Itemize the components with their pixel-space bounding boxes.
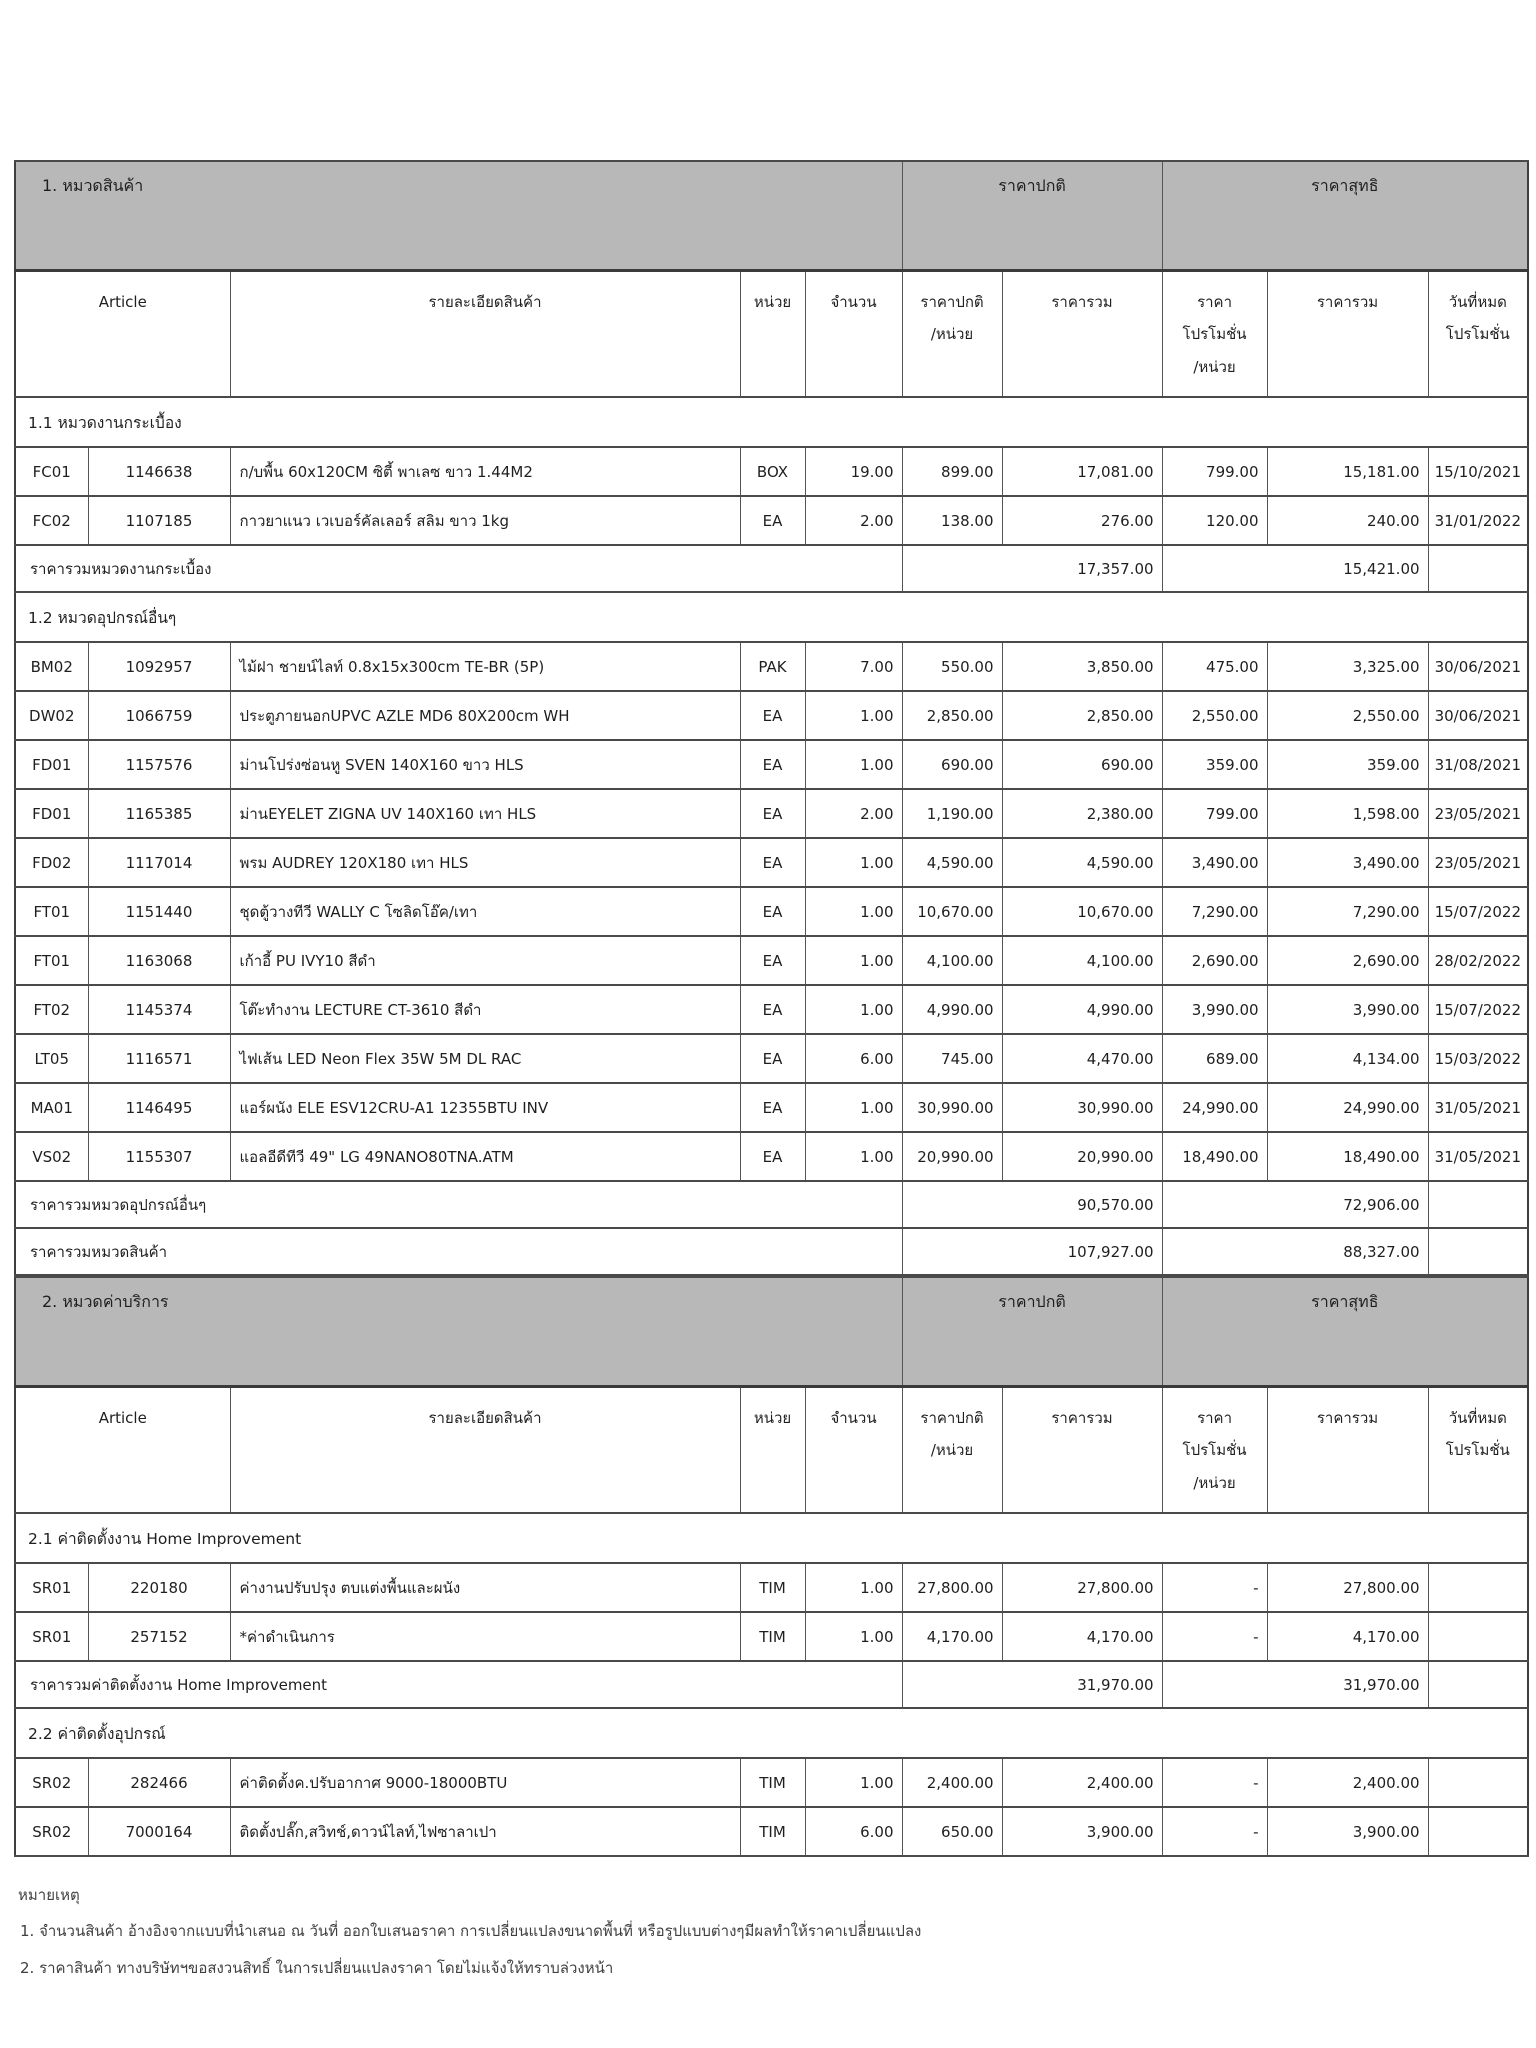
header-line: วันที่หมด bbox=[1448, 1409, 1507, 1427]
unit-price-cell: 4,100.00 bbox=[902, 936, 1002, 985]
price-net-group-header: ราคาสุทธิ bbox=[1162, 161, 1528, 271]
promo-unit-price-cell: 18,490.00 bbox=[1162, 1132, 1267, 1181]
column-header-net-total: ราคารวม bbox=[1267, 271, 1428, 398]
description-cell: *ค่าดำเนินการ bbox=[230, 1612, 740, 1661]
column-header-price-per-unit bbox=[902, 271, 1002, 398]
unit-price-cell: 27,800.00 bbox=[902, 1563, 1002, 1612]
unit-cell: EA bbox=[740, 985, 805, 1034]
promo-end-date-cell: 31/05/2021 bbox=[1428, 1083, 1528, 1132]
column-header-description: รายละเอียดสินค้า bbox=[230, 271, 740, 398]
unit-price-cell: 2,400.00 bbox=[902, 1758, 1002, 1807]
total-price-cell: 276.00 bbox=[1002, 496, 1162, 545]
article-number-cell: 1107185 bbox=[88, 496, 230, 545]
quantity-cell: 1.00 bbox=[805, 1132, 902, 1181]
article-number-cell: 1163068 bbox=[88, 936, 230, 985]
promo-end-date-cell: 31/08/2021 bbox=[1428, 740, 1528, 789]
unit-cell: PAK bbox=[740, 642, 805, 691]
quotation-table-2 bbox=[14, 1276, 1529, 1857]
article-code-cell: FC02 bbox=[15, 496, 88, 545]
column-header-promo-end bbox=[1428, 1387, 1528, 1514]
column-header-description: รายละเอียดสินค้า bbox=[230, 1387, 740, 1514]
article-code-cell: DW02 bbox=[15, 691, 88, 740]
quantity-cell: 1.00 bbox=[805, 740, 902, 789]
promo-end-date-cell bbox=[1428, 1612, 1528, 1661]
unit-price-cell: 1,190.00 bbox=[902, 789, 1002, 838]
table-row bbox=[15, 740, 1528, 789]
net-total-cell: 18,490.00 bbox=[1267, 1132, 1428, 1181]
article-number-cell: 1092957 bbox=[88, 642, 230, 691]
table-row bbox=[15, 496, 1528, 545]
unit-price-cell: 650.00 bbox=[902, 1807, 1002, 1856]
section-band-row bbox=[15, 161, 1528, 271]
unit-price-cell: 20,990.00 bbox=[902, 1132, 1002, 1181]
article-code-cell: FC01 bbox=[15, 447, 88, 496]
quantity-cell: 1.00 bbox=[805, 887, 902, 936]
net-total-cell: 3,325.00 bbox=[1267, 642, 1428, 691]
promo-end-date-cell: 15/03/2022 bbox=[1428, 1034, 1528, 1083]
article-code-cell: SR01 bbox=[15, 1563, 88, 1612]
column-header-unit: หน่วย bbox=[740, 1387, 805, 1514]
promo-unit-price-cell: - bbox=[1162, 1807, 1267, 1856]
net-total-cell: 27,800.00 bbox=[1267, 1563, 1428, 1612]
promo-unit-price-cell: 120.00 bbox=[1162, 496, 1267, 545]
unit-cell: EA bbox=[740, 496, 805, 545]
unit-cell: EA bbox=[740, 1083, 805, 1132]
promo-end-date-cell: 15/07/2022 bbox=[1428, 985, 1528, 1034]
quantity-cell: 1.00 bbox=[805, 1563, 902, 1612]
unit-price-cell: 745.00 bbox=[902, 1034, 1002, 1083]
table-row bbox=[15, 691, 1528, 740]
column-header-unit: หน่วย bbox=[740, 271, 805, 398]
quantity-cell: 1.00 bbox=[805, 691, 902, 740]
unit-price-cell: 690.00 bbox=[902, 740, 1002, 789]
table-row bbox=[15, 1083, 1528, 1132]
promo-unit-price-cell: 689.00 bbox=[1162, 1034, 1267, 1083]
quantity-cell: 1.00 bbox=[805, 1083, 902, 1132]
article-number-cell: 1145374 bbox=[88, 985, 230, 1034]
column-header-promo-per-unit bbox=[1162, 1387, 1267, 1514]
group-subtotal-row bbox=[15, 545, 1528, 592]
net-total-cell: 3,490.00 bbox=[1267, 838, 1428, 887]
article-code-cell: SR02 bbox=[15, 1807, 88, 1856]
column-header-article: Article bbox=[15, 271, 230, 398]
header-line: /หน่วย bbox=[930, 325, 974, 344]
net-total-cell: 7,290.00 bbox=[1267, 887, 1428, 936]
promo-end-date-cell: 30/06/2021 bbox=[1428, 642, 1528, 691]
promo-end-date-cell: 23/05/2021 bbox=[1428, 838, 1528, 887]
article-number-cell: 1117014 bbox=[88, 838, 230, 887]
quantity-cell: 1.00 bbox=[805, 985, 902, 1034]
promo-unit-price-cell: - bbox=[1162, 1612, 1267, 1661]
unit-cell: EA bbox=[740, 1132, 805, 1181]
total-price-cell: 3,850.00 bbox=[1002, 642, 1162, 691]
promo-unit-price-cell: 475.00 bbox=[1162, 642, 1267, 691]
promo-unit-price-cell: 799.00 bbox=[1162, 447, 1267, 496]
quantity-cell: 6.00 bbox=[805, 1807, 902, 1856]
section-label-row bbox=[15, 397, 1528, 447]
promo-unit-price-cell: 359.00 bbox=[1162, 740, 1267, 789]
subtotal-normal-cell: 31,970.00 bbox=[902, 1661, 1162, 1708]
section-label-cell: 1.2 หมวดอุปกรณ์อื่นๆ bbox=[15, 592, 1528, 642]
net-total-cell: 4,170.00 bbox=[1267, 1612, 1428, 1661]
article-number-cell: 1155307 bbox=[88, 1132, 230, 1181]
subtotal-date-cell bbox=[1428, 545, 1528, 592]
article-code-cell: SR02 bbox=[15, 1758, 88, 1807]
net-total-cell: 3,900.00 bbox=[1267, 1807, 1428, 1856]
unit-price-cell: 10,670.00 bbox=[902, 887, 1002, 936]
article-number-cell: 257152 bbox=[88, 1612, 230, 1661]
column-header-row bbox=[15, 271, 1528, 398]
subtotal-date-cell bbox=[1428, 1181, 1528, 1228]
subtotal-label-cell: ราคารวมค่าติดตั้งงาน Home Improvement bbox=[15, 1661, 902, 1708]
article-number-cell: 1066759 bbox=[88, 691, 230, 740]
net-total-cell: 240.00 bbox=[1267, 496, 1428, 545]
subtotal-net-cell: 72,906.00 bbox=[1162, 1181, 1428, 1228]
column-header-total: ราคารวม bbox=[1002, 1387, 1162, 1514]
subtotal-normal-cell: 107,927.00 bbox=[902, 1228, 1162, 1275]
promo-end-date-cell: 15/07/2022 bbox=[1428, 887, 1528, 936]
column-header-promo-per-unit bbox=[1162, 271, 1267, 398]
total-price-cell: 27,800.00 bbox=[1002, 1563, 1162, 1612]
table-row bbox=[15, 936, 1528, 985]
unit-cell: EA bbox=[740, 691, 805, 740]
total-price-cell: 20,990.00 bbox=[1002, 1132, 1162, 1181]
article-code-cell: FD01 bbox=[15, 789, 88, 838]
article-code-cell: FT01 bbox=[15, 936, 88, 985]
promo-unit-price-cell: 3,490.00 bbox=[1162, 838, 1267, 887]
description-cell: ประตูภายนอกUPVC AZLE MD6 80X200cm WH bbox=[230, 691, 740, 740]
tables-host bbox=[14, 160, 1536, 1857]
unit-price-cell: 4,170.00 bbox=[902, 1612, 1002, 1661]
header-line: ราคา bbox=[1197, 293, 1232, 311]
article-number-cell: 1146638 bbox=[88, 447, 230, 496]
header-line: วันที่หมด bbox=[1448, 293, 1507, 311]
promo-end-date-cell bbox=[1428, 1758, 1528, 1807]
unit-cell: EA bbox=[740, 887, 805, 936]
column-header-qty: จำนวน bbox=[805, 271, 902, 398]
promo-unit-price-cell: - bbox=[1162, 1563, 1267, 1612]
net-total-cell: 2,550.00 bbox=[1267, 691, 1428, 740]
promo-end-date-cell bbox=[1428, 1807, 1528, 1856]
description-cell: ก/บพื้น 60x120CM ซิตี้ พาเลซ ขาว 1.44M2 bbox=[230, 447, 740, 496]
promo-end-date-cell: 15/10/2021 bbox=[1428, 447, 1528, 496]
description-cell: ไฟเส้น LED Neon Flex 35W 5M DL RAC bbox=[230, 1034, 740, 1083]
unit-cell: EA bbox=[740, 740, 805, 789]
promo-end-date-cell: 28/02/2022 bbox=[1428, 936, 1528, 985]
header-line: ราคา bbox=[1197, 1409, 1232, 1427]
article-code-cell: VS02 bbox=[15, 1132, 88, 1181]
table-row bbox=[15, 789, 1528, 838]
total-price-cell: 2,400.00 bbox=[1002, 1758, 1162, 1807]
article-number-cell: 1157576 bbox=[88, 740, 230, 789]
unit-cell: TIM bbox=[740, 1612, 805, 1661]
description-cell: ติดตั้งปลั๊ก,สวิทช์,ดาวน์ไลท์,ไฟซาลาเปา bbox=[230, 1807, 740, 1856]
unit-price-cell: 30,990.00 bbox=[902, 1083, 1002, 1132]
description-cell: แอลอีดีทีวี 49" LG 49NANO80TNA.ATM bbox=[230, 1132, 740, 1181]
price-net-group-header: ราคาสุทธิ bbox=[1162, 1277, 1528, 1387]
subtotal-net-cell: 88,327.00 bbox=[1162, 1228, 1428, 1275]
notes-section bbox=[18, 1883, 1536, 1980]
article-number-cell: 1151440 bbox=[88, 887, 230, 936]
header-line: โปรโมชั่น bbox=[1445, 1441, 1510, 1460]
total-price-cell: 4,170.00 bbox=[1002, 1612, 1162, 1661]
quantity-cell: 19.00 bbox=[805, 447, 902, 496]
subtotal-label-cell: ราคารวมหมวดสินค้า bbox=[15, 1228, 902, 1275]
description-cell: กาวยาแนว เวเบอร์คัลเลอร์ สลิม ขาว 1kg bbox=[230, 496, 740, 545]
promo-unit-price-cell: 3,990.00 bbox=[1162, 985, 1267, 1034]
section-band-label: 1. หมวดสินค้า bbox=[15, 161, 902, 271]
total-price-cell: 2,850.00 bbox=[1002, 691, 1162, 740]
description-cell: แอร์ผนัง ELE ESV12CRU-A1 12355BTU INV bbox=[230, 1083, 740, 1132]
net-total-cell: 3,990.00 bbox=[1267, 985, 1428, 1034]
unit-price-cell: 899.00 bbox=[902, 447, 1002, 496]
unit-cell: EA bbox=[740, 838, 805, 887]
total-price-cell: 3,900.00 bbox=[1002, 1807, 1162, 1856]
column-header-row bbox=[15, 1387, 1528, 1514]
description-cell: ค่างานปรับปรุง ตบแต่งพื้นและผนัง bbox=[230, 1563, 740, 1612]
promo-end-date-cell: 30/06/2021 bbox=[1428, 691, 1528, 740]
quantity-cell: 7.00 bbox=[805, 642, 902, 691]
unit-price-cell: 138.00 bbox=[902, 496, 1002, 545]
quotation-table-1 bbox=[14, 160, 1529, 1276]
article-number-cell: 1116571 bbox=[88, 1034, 230, 1083]
net-total-cell: 2,690.00 bbox=[1267, 936, 1428, 985]
unit-cell: TIM bbox=[740, 1563, 805, 1612]
description-cell: ไม้ฝา ชายน์ไลท์ 0.8x15x300cm TE-BR (5P) bbox=[230, 642, 740, 691]
net-total-cell: 2,400.00 bbox=[1267, 1758, 1428, 1807]
table-row bbox=[15, 447, 1528, 496]
group-subtotal-row bbox=[15, 1181, 1528, 1228]
table-row bbox=[15, 1807, 1528, 1856]
total-price-cell: 4,100.00 bbox=[1002, 936, 1162, 985]
group-subtotal-row bbox=[15, 1661, 1528, 1708]
unit-price-cell: 4,990.00 bbox=[902, 985, 1002, 1034]
unit-cell: BOX bbox=[740, 447, 805, 496]
table-row bbox=[15, 887, 1528, 936]
article-number-cell: 7000164 bbox=[88, 1807, 230, 1856]
unit-cell: EA bbox=[740, 936, 805, 985]
table-row bbox=[15, 985, 1528, 1034]
promo-end-date-cell bbox=[1428, 1563, 1528, 1612]
total-price-cell: 2,380.00 bbox=[1002, 789, 1162, 838]
total-price-cell: 17,081.00 bbox=[1002, 447, 1162, 496]
promo-unit-price-cell: 2,690.00 bbox=[1162, 936, 1267, 985]
article-code-cell: MA01 bbox=[15, 1083, 88, 1132]
unit-price-cell: 550.00 bbox=[902, 642, 1002, 691]
note-line: 1. จำนวนสินค้า อ้างอิงจากแบบที่นำเสนอ ณ วันที่ ออกใบเสนอราคา การเปลี่ยนแปลงขนาดพื้นที่ หรือรูปแบบต่างๆมีผลทำให้ราคาเปลี่ยนแปลง bbox=[20, 1922, 922, 1940]
column-header-net-total: ราคารวม bbox=[1267, 1387, 1428, 1514]
total-price-cell: 30,990.00 bbox=[1002, 1083, 1162, 1132]
subtotal-date-cell bbox=[1428, 1661, 1528, 1708]
table-row bbox=[15, 1563, 1528, 1612]
description-cell: ม่านโปร่งซ่อนหู SVEN 140X160 ขาว HLS bbox=[230, 740, 740, 789]
net-total-cell: 1,598.00 bbox=[1267, 789, 1428, 838]
total-price-cell: 10,670.00 bbox=[1002, 887, 1162, 936]
unit-cell: EA bbox=[740, 1034, 805, 1083]
quantity-cell: 1.00 bbox=[805, 1758, 902, 1807]
header-line: ราคาปกติ bbox=[920, 1409, 984, 1427]
total-price-cell: 4,590.00 bbox=[1002, 838, 1162, 887]
column-header-article: Article bbox=[15, 1387, 230, 1514]
net-total-cell: 4,134.00 bbox=[1267, 1034, 1428, 1083]
net-total-cell: 15,181.00 bbox=[1267, 447, 1428, 496]
quantity-cell: 6.00 bbox=[805, 1034, 902, 1083]
promo-end-date-cell: 31/05/2021 bbox=[1428, 1132, 1528, 1181]
promo-unit-price-cell: 2,550.00 bbox=[1162, 691, 1267, 740]
promo-end-date-cell: 23/05/2021 bbox=[1428, 789, 1528, 838]
section-label-cell: 2.2 ค่าติดตั้งอุปกรณ์ bbox=[15, 1708, 1528, 1758]
section-band-label: 2. หมวดค่าบริการ bbox=[15, 1277, 902, 1387]
price-normal-group-header: ราคาปกติ bbox=[902, 1277, 1162, 1387]
price-normal-group-header: ราคาปกติ bbox=[902, 161, 1162, 271]
quantity-cell: 1.00 bbox=[805, 936, 902, 985]
header-line: /หน่วย bbox=[930, 1441, 974, 1460]
note-line: 2. ราคาสินค้า ทางบริษัทฯขอสงวนสิทธิ์ ในการเปลี่ยนแปลงราคา โดยไม่แจ้งให้ทราบล่วงหน้า bbox=[20, 1959, 614, 1977]
article-code-cell: FD02 bbox=[15, 838, 88, 887]
article-code-cell: FD01 bbox=[15, 740, 88, 789]
table-row bbox=[15, 1612, 1528, 1661]
subtotal-net-cell: 31,970.00 bbox=[1162, 1661, 1428, 1708]
quantity-cell: 2.00 bbox=[805, 496, 902, 545]
header-line: โปรโมชั่น bbox=[1445, 325, 1510, 344]
unit-cell: EA bbox=[740, 789, 805, 838]
description-cell: ม่านEYELET ZIGNA UV 140X160 เทา HLS bbox=[230, 789, 740, 838]
quantity-cell: 1.00 bbox=[805, 1612, 902, 1661]
article-code-cell: SR01 bbox=[15, 1612, 88, 1661]
total-price-cell: 4,470.00 bbox=[1002, 1034, 1162, 1083]
article-code-cell: FT02 bbox=[15, 985, 88, 1034]
promo-end-date-cell: 31/01/2022 bbox=[1428, 496, 1528, 545]
subtotal-label-cell: ราคารวมหมวดอุปกรณ์อื่นๆ bbox=[15, 1181, 902, 1228]
quantity-cell: 2.00 bbox=[805, 789, 902, 838]
subtotal-net-cell: 15,421.00 bbox=[1162, 545, 1428, 592]
net-total-cell: 359.00 bbox=[1267, 740, 1428, 789]
column-header-total: ราคารวม bbox=[1002, 271, 1162, 398]
header-line: โปรโมชั่น bbox=[1182, 325, 1247, 344]
total-price-cell: 690.00 bbox=[1002, 740, 1162, 789]
section-label-cell: 2.1 ค่าติดตั้งงาน Home Improvement bbox=[15, 1513, 1528, 1563]
article-number-cell: 282466 bbox=[88, 1758, 230, 1807]
header-line: /หน่วย bbox=[1193, 357, 1236, 376]
article-code-cell: LT05 bbox=[15, 1034, 88, 1083]
promo-unit-price-cell: - bbox=[1162, 1758, 1267, 1807]
notes-title: หมายเหตุ bbox=[18, 1886, 80, 1904]
description-cell: พรม AUDREY 120X180 เทา HLS bbox=[230, 838, 740, 887]
article-number-cell: 1165385 bbox=[88, 789, 230, 838]
article-number-cell: 220180 bbox=[88, 1563, 230, 1612]
table-row bbox=[15, 642, 1528, 691]
section-label-cell: 1.1 หมวดงานกระเบื้อง bbox=[15, 397, 1528, 447]
article-code-cell: FT01 bbox=[15, 887, 88, 936]
header-line: /หน่วย bbox=[1193, 1473, 1236, 1492]
promo-unit-price-cell: 799.00 bbox=[1162, 789, 1267, 838]
net-total-cell: 24,990.00 bbox=[1267, 1083, 1428, 1132]
description-cell: เก้าอี้ PU IVY10 สีดำ bbox=[230, 936, 740, 985]
subtotal-label-cell: ราคารวมหมวดงานกระเบื้อง bbox=[15, 545, 902, 592]
subtotal-normal-cell: 17,357.00 bbox=[902, 545, 1162, 592]
table-row bbox=[15, 1034, 1528, 1083]
column-header-price-per-unit bbox=[902, 1387, 1002, 1514]
header-line: ราคาปกติ bbox=[920, 293, 984, 311]
section-label-row bbox=[15, 1513, 1528, 1563]
header-line: โปรโมชั่น bbox=[1182, 1441, 1247, 1460]
table-row bbox=[15, 1132, 1528, 1181]
unit-cell: TIM bbox=[740, 1758, 805, 1807]
section-label-row bbox=[15, 1708, 1528, 1758]
unit-price-cell: 2,850.00 bbox=[902, 691, 1002, 740]
table-row bbox=[15, 1758, 1528, 1807]
quantity-cell: 1.00 bbox=[805, 838, 902, 887]
unit-price-cell: 4,590.00 bbox=[902, 838, 1002, 887]
subtotal-date-cell bbox=[1428, 1228, 1528, 1275]
column-header-promo-end bbox=[1428, 271, 1528, 398]
grand-subtotal-row bbox=[15, 1228, 1528, 1275]
description-cell: ค่าติดตั้งค.ปรับอากาศ 9000-18000BTU bbox=[230, 1758, 740, 1807]
unit-cell: TIM bbox=[740, 1807, 805, 1856]
description-cell: ชุดตู้วางทีวี WALLY C โซลิดโอ๊ค/เทา bbox=[230, 887, 740, 936]
promo-unit-price-cell: 24,990.00 bbox=[1162, 1083, 1267, 1132]
description-cell: โต๊ะทำงาน LECTURE CT-3610 สีดำ bbox=[230, 985, 740, 1034]
column-header-qty: จำนวน bbox=[805, 1387, 902, 1514]
article-code-cell: BM02 bbox=[15, 642, 88, 691]
promo-unit-price-cell: 7,290.00 bbox=[1162, 887, 1267, 936]
section-label-row bbox=[15, 592, 1528, 642]
table-row bbox=[15, 838, 1528, 887]
section-band-row bbox=[15, 1277, 1528, 1387]
subtotal-normal-cell: 90,570.00 bbox=[902, 1181, 1162, 1228]
total-price-cell: 4,990.00 bbox=[1002, 985, 1162, 1034]
article-number-cell: 1146495 bbox=[88, 1083, 230, 1132]
